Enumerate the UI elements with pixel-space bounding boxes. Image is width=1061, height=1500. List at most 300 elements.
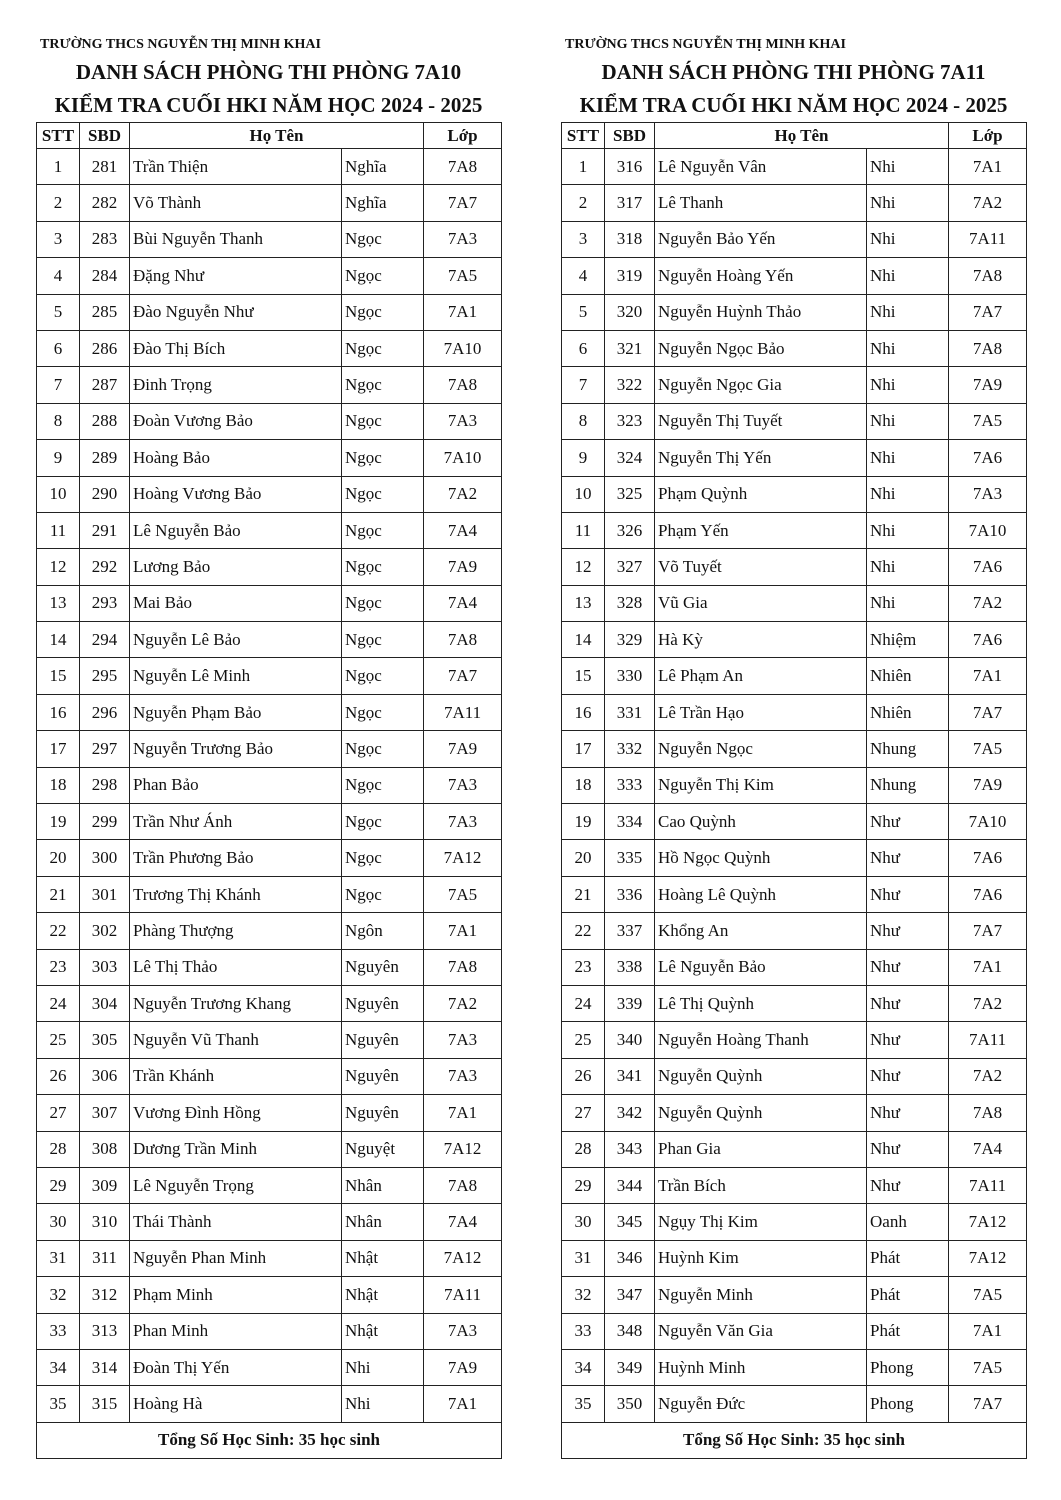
given-name-cell: Nhi xyxy=(867,476,949,512)
given-name-cell: Nhi xyxy=(867,403,949,439)
given-name-cell: Ngọc xyxy=(342,876,424,912)
given-name-cell: Ngọc xyxy=(342,767,424,803)
class-cell: 7A12 xyxy=(424,1131,502,1167)
stt-cell: 20 xyxy=(37,840,80,876)
given-name-cell: Như xyxy=(867,913,949,949)
stt-cell: 10 xyxy=(562,476,605,512)
stt-cell: 35 xyxy=(37,1386,80,1422)
class-cell: 7A2 xyxy=(424,476,502,512)
table-header xyxy=(562,123,1027,149)
given-name-cell: Như xyxy=(867,840,949,876)
sbd-cell: 286 xyxy=(80,330,130,366)
sbd-cell: 343 xyxy=(605,1131,655,1167)
table-row xyxy=(562,1386,1027,1422)
sbd-cell: 296 xyxy=(80,694,130,730)
table-row xyxy=(562,1167,1027,1203)
class-cell: 7A3 xyxy=(424,804,502,840)
sbd-cell: 341 xyxy=(605,1058,655,1094)
table-row xyxy=(37,1277,502,1313)
table-row xyxy=(562,913,1027,949)
family-name-cell: Hoàng Vương Bảo xyxy=(130,476,342,512)
given-name-cell: Ngọc xyxy=(342,694,424,730)
given-name-cell: Nghĩa xyxy=(342,185,424,221)
sbd-cell: 324 xyxy=(605,440,655,476)
class-cell: 7A7 xyxy=(949,913,1027,949)
family-name-cell: Lê Thị Thảo xyxy=(130,949,342,985)
stt-cell: 28 xyxy=(37,1131,80,1167)
table-row xyxy=(562,476,1027,512)
stt-cell: 9 xyxy=(562,440,605,476)
class-cell: 7A5 xyxy=(424,258,502,294)
stt-cell: 31 xyxy=(37,1240,80,1276)
class-cell: 7A1 xyxy=(949,1313,1027,1349)
stt-cell: 8 xyxy=(562,403,605,439)
family-name-cell: Thái Thành xyxy=(130,1204,342,1240)
given-name-cell: Nhi xyxy=(342,1349,424,1385)
stt-cell: 34 xyxy=(562,1349,605,1385)
table-row xyxy=(37,1349,502,1385)
school-name: TRƯỜNG THCS NGUYỄN THỊ MINH KHAI xyxy=(40,37,321,52)
stt-cell: 14 xyxy=(37,622,80,658)
table-row xyxy=(562,1204,1027,1240)
stt-cell: 1 xyxy=(37,149,80,185)
sbd-cell: 342 xyxy=(605,1095,655,1131)
given-name-cell: Phong xyxy=(867,1386,949,1422)
table-row xyxy=(37,1022,502,1058)
class-cell: 7A9 xyxy=(949,367,1027,403)
family-name-cell: Vương Đình Hồng xyxy=(130,1095,342,1131)
stt-cell: 31 xyxy=(562,1240,605,1276)
given-name-cell: Ngọc xyxy=(342,658,424,694)
class-cell: 7A2 xyxy=(424,985,502,1021)
table-row xyxy=(37,330,502,366)
stt-cell: 6 xyxy=(562,330,605,366)
header-name: Họ Tên xyxy=(130,123,424,149)
class-cell: 7A6 xyxy=(949,876,1027,912)
stt-cell: 26 xyxy=(37,1058,80,1094)
family-name-cell: Nguyễn Hoàng Yến xyxy=(655,258,867,294)
class-cell: 7A5 xyxy=(949,731,1027,767)
family-name-cell: Phan Minh xyxy=(130,1313,342,1349)
sbd-cell: 325 xyxy=(605,476,655,512)
sbd-cell: 345 xyxy=(605,1204,655,1240)
stt-cell: 34 xyxy=(37,1349,80,1385)
given-name-cell: Nguyên xyxy=(342,949,424,985)
table-row xyxy=(37,149,502,185)
stt-cell: 21 xyxy=(562,876,605,912)
class-cell: 7A1 xyxy=(424,1095,502,1131)
family-name-cell: Ngụy Thị Kim xyxy=(655,1204,867,1240)
stt-cell: 11 xyxy=(37,512,80,548)
stt-cell: 18 xyxy=(562,767,605,803)
given-name-cell: Nhiên xyxy=(867,658,949,694)
sbd-cell: 308 xyxy=(80,1131,130,1167)
family-name-cell: Nguyễn Thị Tuyết xyxy=(655,403,867,439)
given-name-cell: Ngọc xyxy=(342,258,424,294)
stt-cell: 5 xyxy=(37,294,80,330)
class-cell: 7A1 xyxy=(949,949,1027,985)
stt-cell: 32 xyxy=(562,1277,605,1313)
family-name-cell: Nguyễn Phan Minh xyxy=(130,1240,342,1276)
family-name-cell: Đinh Trọng xyxy=(130,367,342,403)
given-name-cell: Như xyxy=(867,876,949,912)
table-row xyxy=(562,694,1027,730)
stt-cell: 25 xyxy=(562,1022,605,1058)
sbd-cell: 344 xyxy=(605,1167,655,1203)
sbd-cell: 302 xyxy=(80,913,130,949)
stt-cell: 1 xyxy=(562,149,605,185)
family-name-cell: Nguyễn Ngọc xyxy=(655,731,867,767)
stt-cell: 27 xyxy=(562,1095,605,1131)
stt-cell: 3 xyxy=(562,221,605,257)
given-name-cell: Nhân xyxy=(342,1167,424,1203)
header-stt: STT xyxy=(562,123,605,149)
class-cell: 7A2 xyxy=(949,985,1027,1021)
sbd-cell: 297 xyxy=(80,731,130,767)
table-row xyxy=(37,367,502,403)
table-row xyxy=(37,731,502,767)
family-name-cell: Trần Bích xyxy=(655,1167,867,1203)
sbd-cell: 282 xyxy=(80,185,130,221)
header-class: Lớp xyxy=(949,123,1027,149)
sbd-cell: 326 xyxy=(605,512,655,548)
family-name-cell: Nguyễn Văn Gia xyxy=(655,1313,867,1349)
given-name-cell: Nhi xyxy=(342,1386,424,1422)
table-row xyxy=(37,476,502,512)
stt-cell: 15 xyxy=(562,658,605,694)
family-name-cell: Trần Phương Bảo xyxy=(130,840,342,876)
stt-cell: 19 xyxy=(562,804,605,840)
table-row xyxy=(562,1240,1027,1276)
given-name-cell: Ngọc xyxy=(342,804,424,840)
list-subtitle: KIỂM TRA CUỐI HKI NĂM HỌC 2024 - 2025 xyxy=(579,93,1008,117)
class-cell: 7A10 xyxy=(424,330,502,366)
given-name-cell: Như xyxy=(867,1058,949,1094)
family-name-cell: Trương Thị Khánh xyxy=(130,876,342,912)
given-name-cell: Ngọc xyxy=(342,403,424,439)
given-name-cell: Phát xyxy=(867,1240,949,1276)
given-name-cell: Ngọc xyxy=(342,330,424,366)
given-name-cell: Nhi xyxy=(867,258,949,294)
table-row xyxy=(37,549,502,585)
sbd-cell: 301 xyxy=(80,876,130,912)
sbd-cell: 334 xyxy=(605,804,655,840)
given-name-cell: Nhiên xyxy=(867,694,949,730)
class-cell: 7A11 xyxy=(949,221,1027,257)
sbd-cell: 318 xyxy=(605,221,655,257)
sbd-cell: 335 xyxy=(605,840,655,876)
header-class: Lớp xyxy=(424,123,502,149)
given-name-cell: Phát xyxy=(867,1313,949,1349)
given-name-cell: Nhật xyxy=(342,1277,424,1313)
class-cell: 7A4 xyxy=(424,585,502,621)
table-row xyxy=(562,1131,1027,1167)
sbd-cell: 332 xyxy=(605,731,655,767)
table-row xyxy=(562,1313,1027,1349)
table-row xyxy=(562,512,1027,548)
sbd-cell: 319 xyxy=(605,258,655,294)
header-stt: STT xyxy=(37,123,80,149)
class-cell: 7A2 xyxy=(949,585,1027,621)
class-cell: 7A8 xyxy=(424,1167,502,1203)
given-name-cell: Ngọc xyxy=(342,440,424,476)
class-cell: 7A8 xyxy=(949,1095,1027,1131)
given-name-cell: Như xyxy=(867,1167,949,1203)
stt-cell: 24 xyxy=(562,985,605,1021)
given-name-cell: Oanh xyxy=(867,1204,949,1240)
exam-room-list-7a10 xyxy=(36,34,501,1459)
sbd-cell: 291 xyxy=(80,512,130,548)
family-name-cell: Nguyễn Phạm Bảo xyxy=(130,694,342,730)
family-name-cell: Nguyễn Quỳnh xyxy=(655,1095,867,1131)
stt-cell: 22 xyxy=(562,913,605,949)
table-row xyxy=(562,330,1027,366)
table-row xyxy=(562,767,1027,803)
class-cell: 7A6 xyxy=(949,440,1027,476)
family-name-cell: Cao Quỳnh xyxy=(655,804,867,840)
family-name-cell: Trần Khánh xyxy=(130,1058,342,1094)
stt-cell: 29 xyxy=(37,1167,80,1203)
class-cell: 7A10 xyxy=(424,440,502,476)
given-name-cell: Nhi xyxy=(867,367,949,403)
given-name-cell: Nhi xyxy=(867,185,949,221)
family-name-cell: Đào Nguyễn Như xyxy=(130,294,342,330)
table-row xyxy=(562,949,1027,985)
table-row xyxy=(562,1277,1027,1313)
table-row xyxy=(37,876,502,912)
family-name-cell: Nguyễn Minh xyxy=(655,1277,867,1313)
family-name-cell: Trần Thiện xyxy=(130,149,342,185)
class-cell: 7A8 xyxy=(424,949,502,985)
class-cell: 7A5 xyxy=(949,403,1027,439)
given-name-cell: Phong xyxy=(867,1349,949,1385)
given-name-cell: Như xyxy=(867,985,949,1021)
family-name-cell: Nguyễn Thị Yến xyxy=(655,440,867,476)
table-row xyxy=(37,694,502,730)
stt-cell: 9 xyxy=(37,440,80,476)
stt-cell: 4 xyxy=(37,258,80,294)
sbd-cell: 316 xyxy=(605,149,655,185)
given-name-cell: Nguyệt xyxy=(342,1131,424,1167)
class-cell: 7A9 xyxy=(424,549,502,585)
given-name-cell: Nhi xyxy=(867,330,949,366)
given-name-cell: Nhân xyxy=(342,1204,424,1240)
sbd-cell: 333 xyxy=(605,767,655,803)
given-name-cell: Nhi xyxy=(867,440,949,476)
class-cell: 7A3 xyxy=(424,221,502,257)
class-cell: 7A5 xyxy=(949,1277,1027,1313)
family-name-cell: Nguyễn Ngọc Gia xyxy=(655,367,867,403)
table-row xyxy=(37,1095,502,1131)
sbd-cell: 350 xyxy=(605,1386,655,1422)
sbd-cell: 306 xyxy=(80,1058,130,1094)
class-cell: 7A4 xyxy=(949,1131,1027,1167)
list-subtitle: KIỂM TRA CUỐI HKI NĂM HỌC 2024 - 2025 xyxy=(54,93,483,117)
family-name-cell: Nguyễn Thị Kim xyxy=(655,767,867,803)
table-row xyxy=(37,403,502,439)
sbd-cell: 283 xyxy=(80,221,130,257)
table-row xyxy=(37,658,502,694)
stt-cell: 20 xyxy=(562,840,605,876)
family-name-cell: Phạm Minh xyxy=(130,1277,342,1313)
class-cell: 7A8 xyxy=(949,258,1027,294)
sbd-cell: 314 xyxy=(80,1349,130,1385)
table-row xyxy=(562,440,1027,476)
table-row xyxy=(37,949,502,985)
stt-cell: 12 xyxy=(37,549,80,585)
class-cell: 7A3 xyxy=(949,476,1027,512)
family-name-cell: Phạm Quỳnh xyxy=(655,476,867,512)
class-cell: 7A4 xyxy=(424,1204,502,1240)
student-table xyxy=(36,122,502,1459)
class-cell: 7A11 xyxy=(424,1277,502,1313)
table-row xyxy=(37,985,502,1021)
given-name-cell: Ngọc xyxy=(342,549,424,585)
family-name-cell: Nguyễn Bảo Yến xyxy=(655,221,867,257)
family-name-cell: Nguyễn Trương Bảo xyxy=(130,731,342,767)
stt-cell: 18 xyxy=(37,767,80,803)
class-cell: 7A6 xyxy=(949,840,1027,876)
table-row xyxy=(37,804,502,840)
family-name-cell: Phạm Yến xyxy=(655,512,867,548)
stt-cell: 29 xyxy=(562,1167,605,1203)
sbd-cell: 289 xyxy=(80,440,130,476)
family-name-cell: Võ Tuyết xyxy=(655,549,867,585)
table-row xyxy=(562,804,1027,840)
table-row xyxy=(562,1022,1027,1058)
class-cell: 7A8 xyxy=(424,367,502,403)
class-cell: 7A12 xyxy=(424,1240,502,1276)
table-row xyxy=(37,512,502,548)
stt-cell: 12 xyxy=(562,549,605,585)
sbd-cell: 303 xyxy=(80,949,130,985)
header-sbd: SBD xyxy=(80,123,130,149)
class-cell: 7A8 xyxy=(424,149,502,185)
sbd-cell: 290 xyxy=(80,476,130,512)
table-row xyxy=(562,294,1027,330)
class-cell: 7A11 xyxy=(424,694,502,730)
given-name-cell: Nhi xyxy=(867,221,949,257)
given-name-cell: Như xyxy=(867,1022,949,1058)
sbd-cell: 328 xyxy=(605,585,655,621)
total-students: Tổng Số Học Sinh: 35 học sinh xyxy=(562,1422,1027,1458)
sbd-cell: 284 xyxy=(80,258,130,294)
family-name-cell: Dương Trần Minh xyxy=(130,1131,342,1167)
family-name-cell: Lương Bảo xyxy=(130,549,342,585)
given-name-cell: Nhi xyxy=(867,549,949,585)
sbd-cell: 331 xyxy=(605,694,655,730)
stt-cell: 35 xyxy=(562,1386,605,1422)
sbd-cell: 349 xyxy=(605,1349,655,1385)
sbd-cell: 322 xyxy=(605,367,655,403)
table-row xyxy=(562,185,1027,221)
given-name-cell: Ngọc xyxy=(342,731,424,767)
table-row xyxy=(37,1240,502,1276)
stt-cell: 32 xyxy=(37,1277,80,1313)
table-row xyxy=(562,658,1027,694)
class-cell: 7A7 xyxy=(424,185,502,221)
sbd-cell: 313 xyxy=(80,1313,130,1349)
stt-cell: 5 xyxy=(562,294,605,330)
family-name-cell: Nguyễn Lê Minh xyxy=(130,658,342,694)
table-row xyxy=(562,1349,1027,1385)
class-cell: 7A10 xyxy=(949,512,1027,548)
header-name: Họ Tên xyxy=(655,123,949,149)
sbd-cell: 293 xyxy=(80,585,130,621)
stt-cell: 14 xyxy=(562,622,605,658)
table-row xyxy=(562,403,1027,439)
table-row xyxy=(37,840,502,876)
class-cell: 7A3 xyxy=(424,767,502,803)
sbd-cell: 288 xyxy=(80,403,130,439)
family-name-cell: Võ Thành xyxy=(130,185,342,221)
given-name-cell: Nhật xyxy=(342,1240,424,1276)
table-row xyxy=(37,1204,502,1240)
sbd-cell: 330 xyxy=(605,658,655,694)
class-cell: 7A7 xyxy=(949,694,1027,730)
table-row xyxy=(562,985,1027,1021)
given-name-cell: Nhung xyxy=(867,767,949,803)
sbd-cell: 329 xyxy=(605,622,655,658)
exam-room-list-7a11 xyxy=(561,34,1026,1459)
stt-cell: 26 xyxy=(562,1058,605,1094)
table-row xyxy=(37,185,502,221)
sbd-cell: 287 xyxy=(80,367,130,403)
family-name-cell: Lê Trần Hạo xyxy=(655,694,867,730)
family-name-cell: Phan Gia xyxy=(655,1131,867,1167)
given-name-cell: Nguyên xyxy=(342,1058,424,1094)
family-name-cell: Đoàn Vương Bảo xyxy=(130,403,342,439)
class-cell: 7A3 xyxy=(424,403,502,439)
list-title: DANH SÁCH PHÒNG THI PHÒNG 7A10 xyxy=(75,60,462,84)
class-cell: 7A7 xyxy=(424,658,502,694)
table-row xyxy=(562,1095,1027,1131)
stt-cell: 2 xyxy=(562,185,605,221)
table-row xyxy=(562,549,1027,585)
stt-cell: 28 xyxy=(562,1131,605,1167)
sbd-cell: 292 xyxy=(80,549,130,585)
given-name-cell: Ngọc xyxy=(342,622,424,658)
sbd-cell: 307 xyxy=(80,1095,130,1131)
stt-cell: 27 xyxy=(37,1095,80,1131)
family-name-cell: Nguyễn Đức xyxy=(655,1386,867,1422)
given-name-cell: Nhi xyxy=(867,585,949,621)
family-name-cell: Nguyễn Huỳnh Thảo xyxy=(655,294,867,330)
table-row xyxy=(37,1131,502,1167)
sbd-cell: 295 xyxy=(80,658,130,694)
sbd-cell: 285 xyxy=(80,294,130,330)
sbd-cell: 323 xyxy=(605,403,655,439)
class-cell: 7A2 xyxy=(949,185,1027,221)
sbd-cell: 298 xyxy=(80,767,130,803)
class-cell: 7A10 xyxy=(949,804,1027,840)
stt-cell: 25 xyxy=(37,1022,80,1058)
table-row xyxy=(562,840,1027,876)
given-name-cell: Nhật xyxy=(342,1313,424,1349)
family-name-cell: Đoàn Thị Yến xyxy=(130,1349,342,1385)
stt-cell: 2 xyxy=(37,185,80,221)
stt-cell: 24 xyxy=(37,985,80,1021)
stt-cell: 7 xyxy=(37,367,80,403)
stt-cell: 17 xyxy=(37,731,80,767)
family-name-cell: Nguyễn Vũ Thanh xyxy=(130,1022,342,1058)
sbd-cell: 312 xyxy=(80,1277,130,1313)
family-name-cell: Nguyễn Trương Khang xyxy=(130,985,342,1021)
class-cell: 7A12 xyxy=(949,1204,1027,1240)
given-name-cell: Ngọc xyxy=(342,221,424,257)
stt-cell: 22 xyxy=(37,913,80,949)
table-row xyxy=(562,367,1027,403)
